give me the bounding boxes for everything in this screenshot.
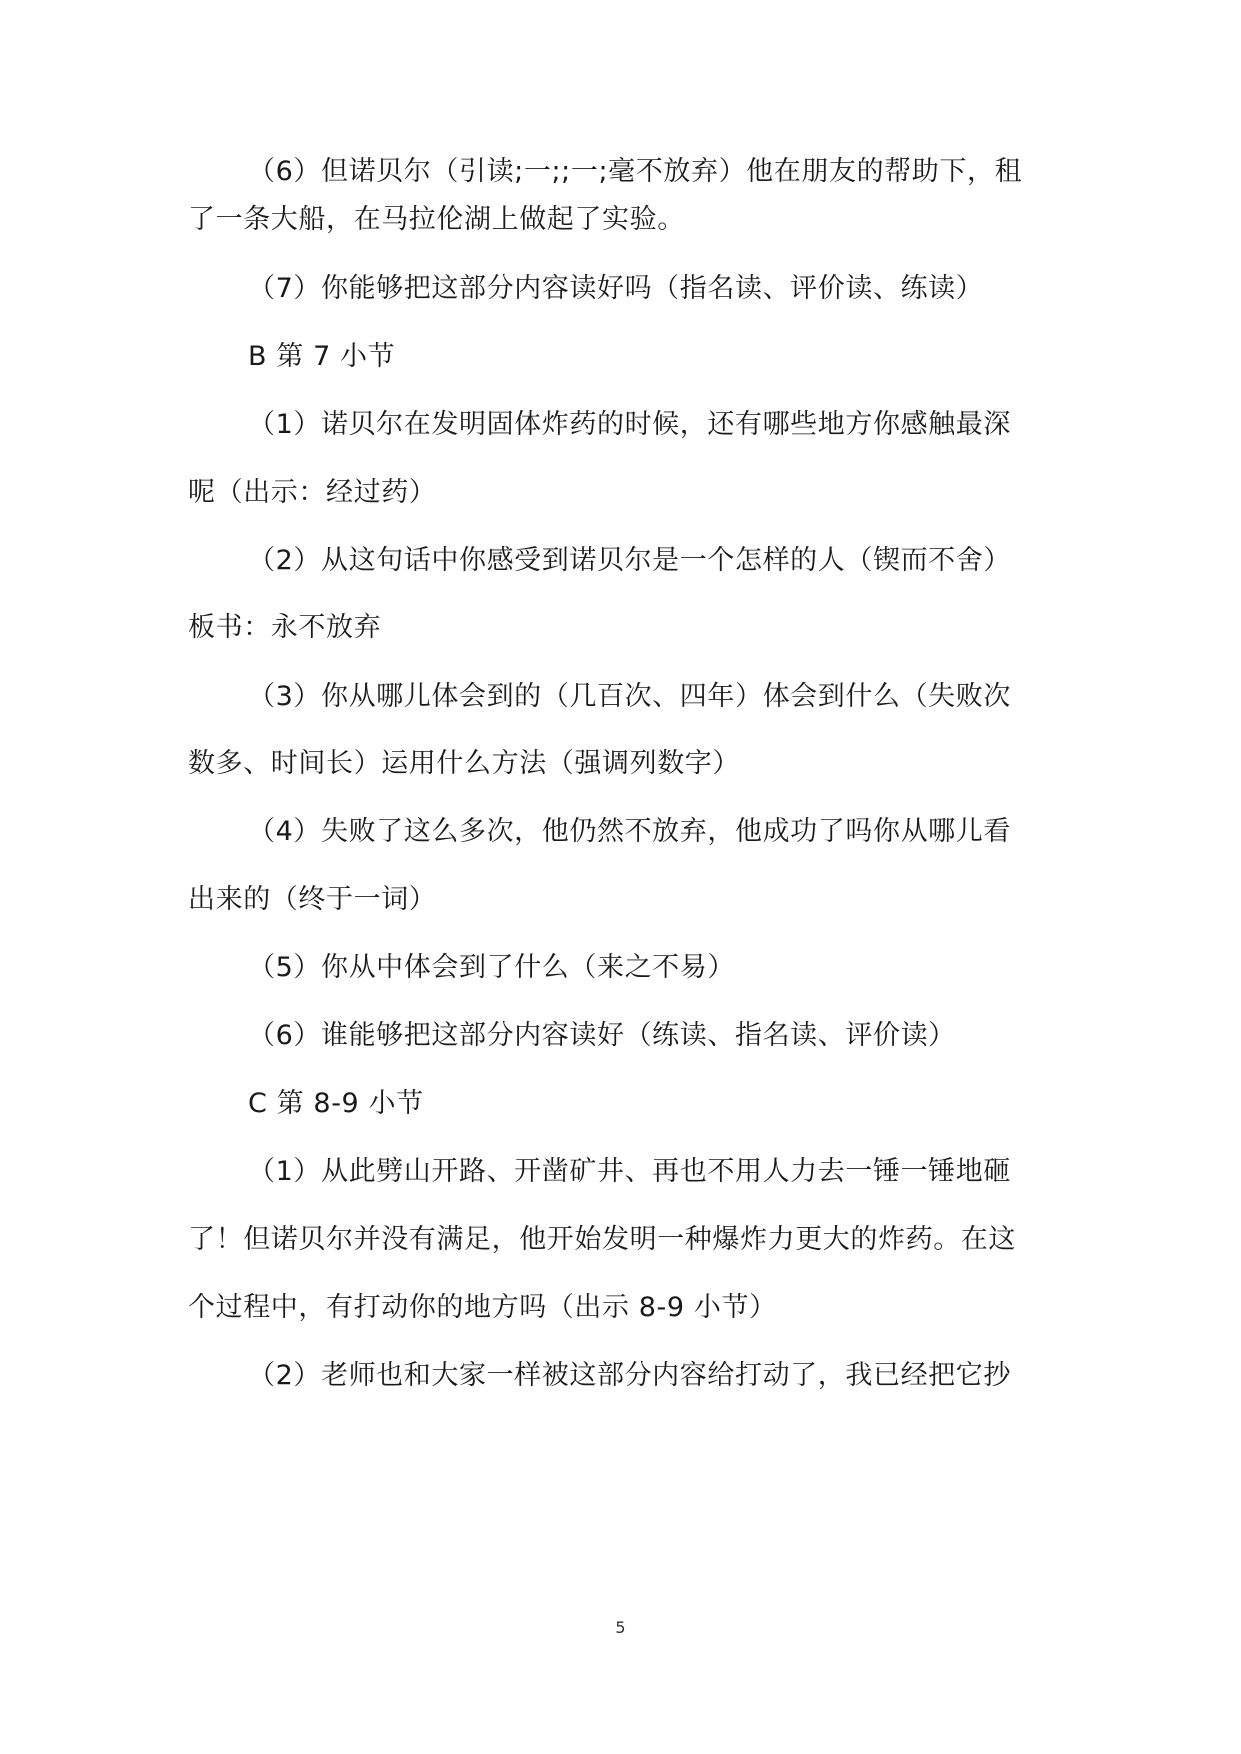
text-line: 了一条大船，在马拉伦湖上做起了实验。 <box>188 204 685 235</box>
page-number: 5 <box>615 1618 626 1637</box>
text-line: 了！但诺贝尔并没有满足，他开始发明一种爆炸力更大的炸药。在这 <box>188 1224 1016 1255</box>
section-heading: B 第 7 小节 <box>248 341 396 372</box>
text-line: 数多、时间长）运用什么方法（强调列数字） <box>188 748 740 779</box>
text-line: 个过程中，有打动你的地方吗（出示 8-9 小节） <box>188 1292 777 1323</box>
text-line: （2）从这句话中你感受到诺贝尔是一个怎样的人（锲而不舍） <box>248 545 1011 576</box>
text-line: （2）老师也和大家一样被这部分内容给打动了，我已经把它抄 <box>248 1360 1011 1391</box>
text-line: （6）但诺贝尔（引读;一;;一;毫不放弃）他在朋友的帮助下，租 <box>248 156 1023 187</box>
text-line: （5）你从中体会到了什么（来之不易） <box>248 952 735 983</box>
text-line: （7）你能够把这部分内容读好吗（指名读、评价读、练读） <box>248 273 984 304</box>
text-line: 板书：永不放弃 <box>188 612 382 643</box>
section-heading: C 第 8-9 小节 <box>248 1088 424 1119</box>
text-line: （3）你从哪儿体会到的（几百次、四年）体会到什么（失败次 <box>248 681 1011 712</box>
text-line: 呢（出示：经过药） <box>188 477 437 508</box>
text-line: （6）谁能够把这部分内容读好（练读、指名读、评价读） <box>248 1020 956 1051</box>
text-line: 出来的（终于一词） <box>188 884 437 915</box>
text-line: （4）失败了这么多次，他仍然不放弃，他成功了吗你从哪儿看 <box>248 816 1011 847</box>
text-line: （1）诺贝尔在发明固体炸药的时候，还有哪些地方你感触最深 <box>248 409 1011 440</box>
text-line: （1）从此劈山开路、开凿矿井、再也不用人力去一锤一锤地砸 <box>248 1156 1011 1187</box>
